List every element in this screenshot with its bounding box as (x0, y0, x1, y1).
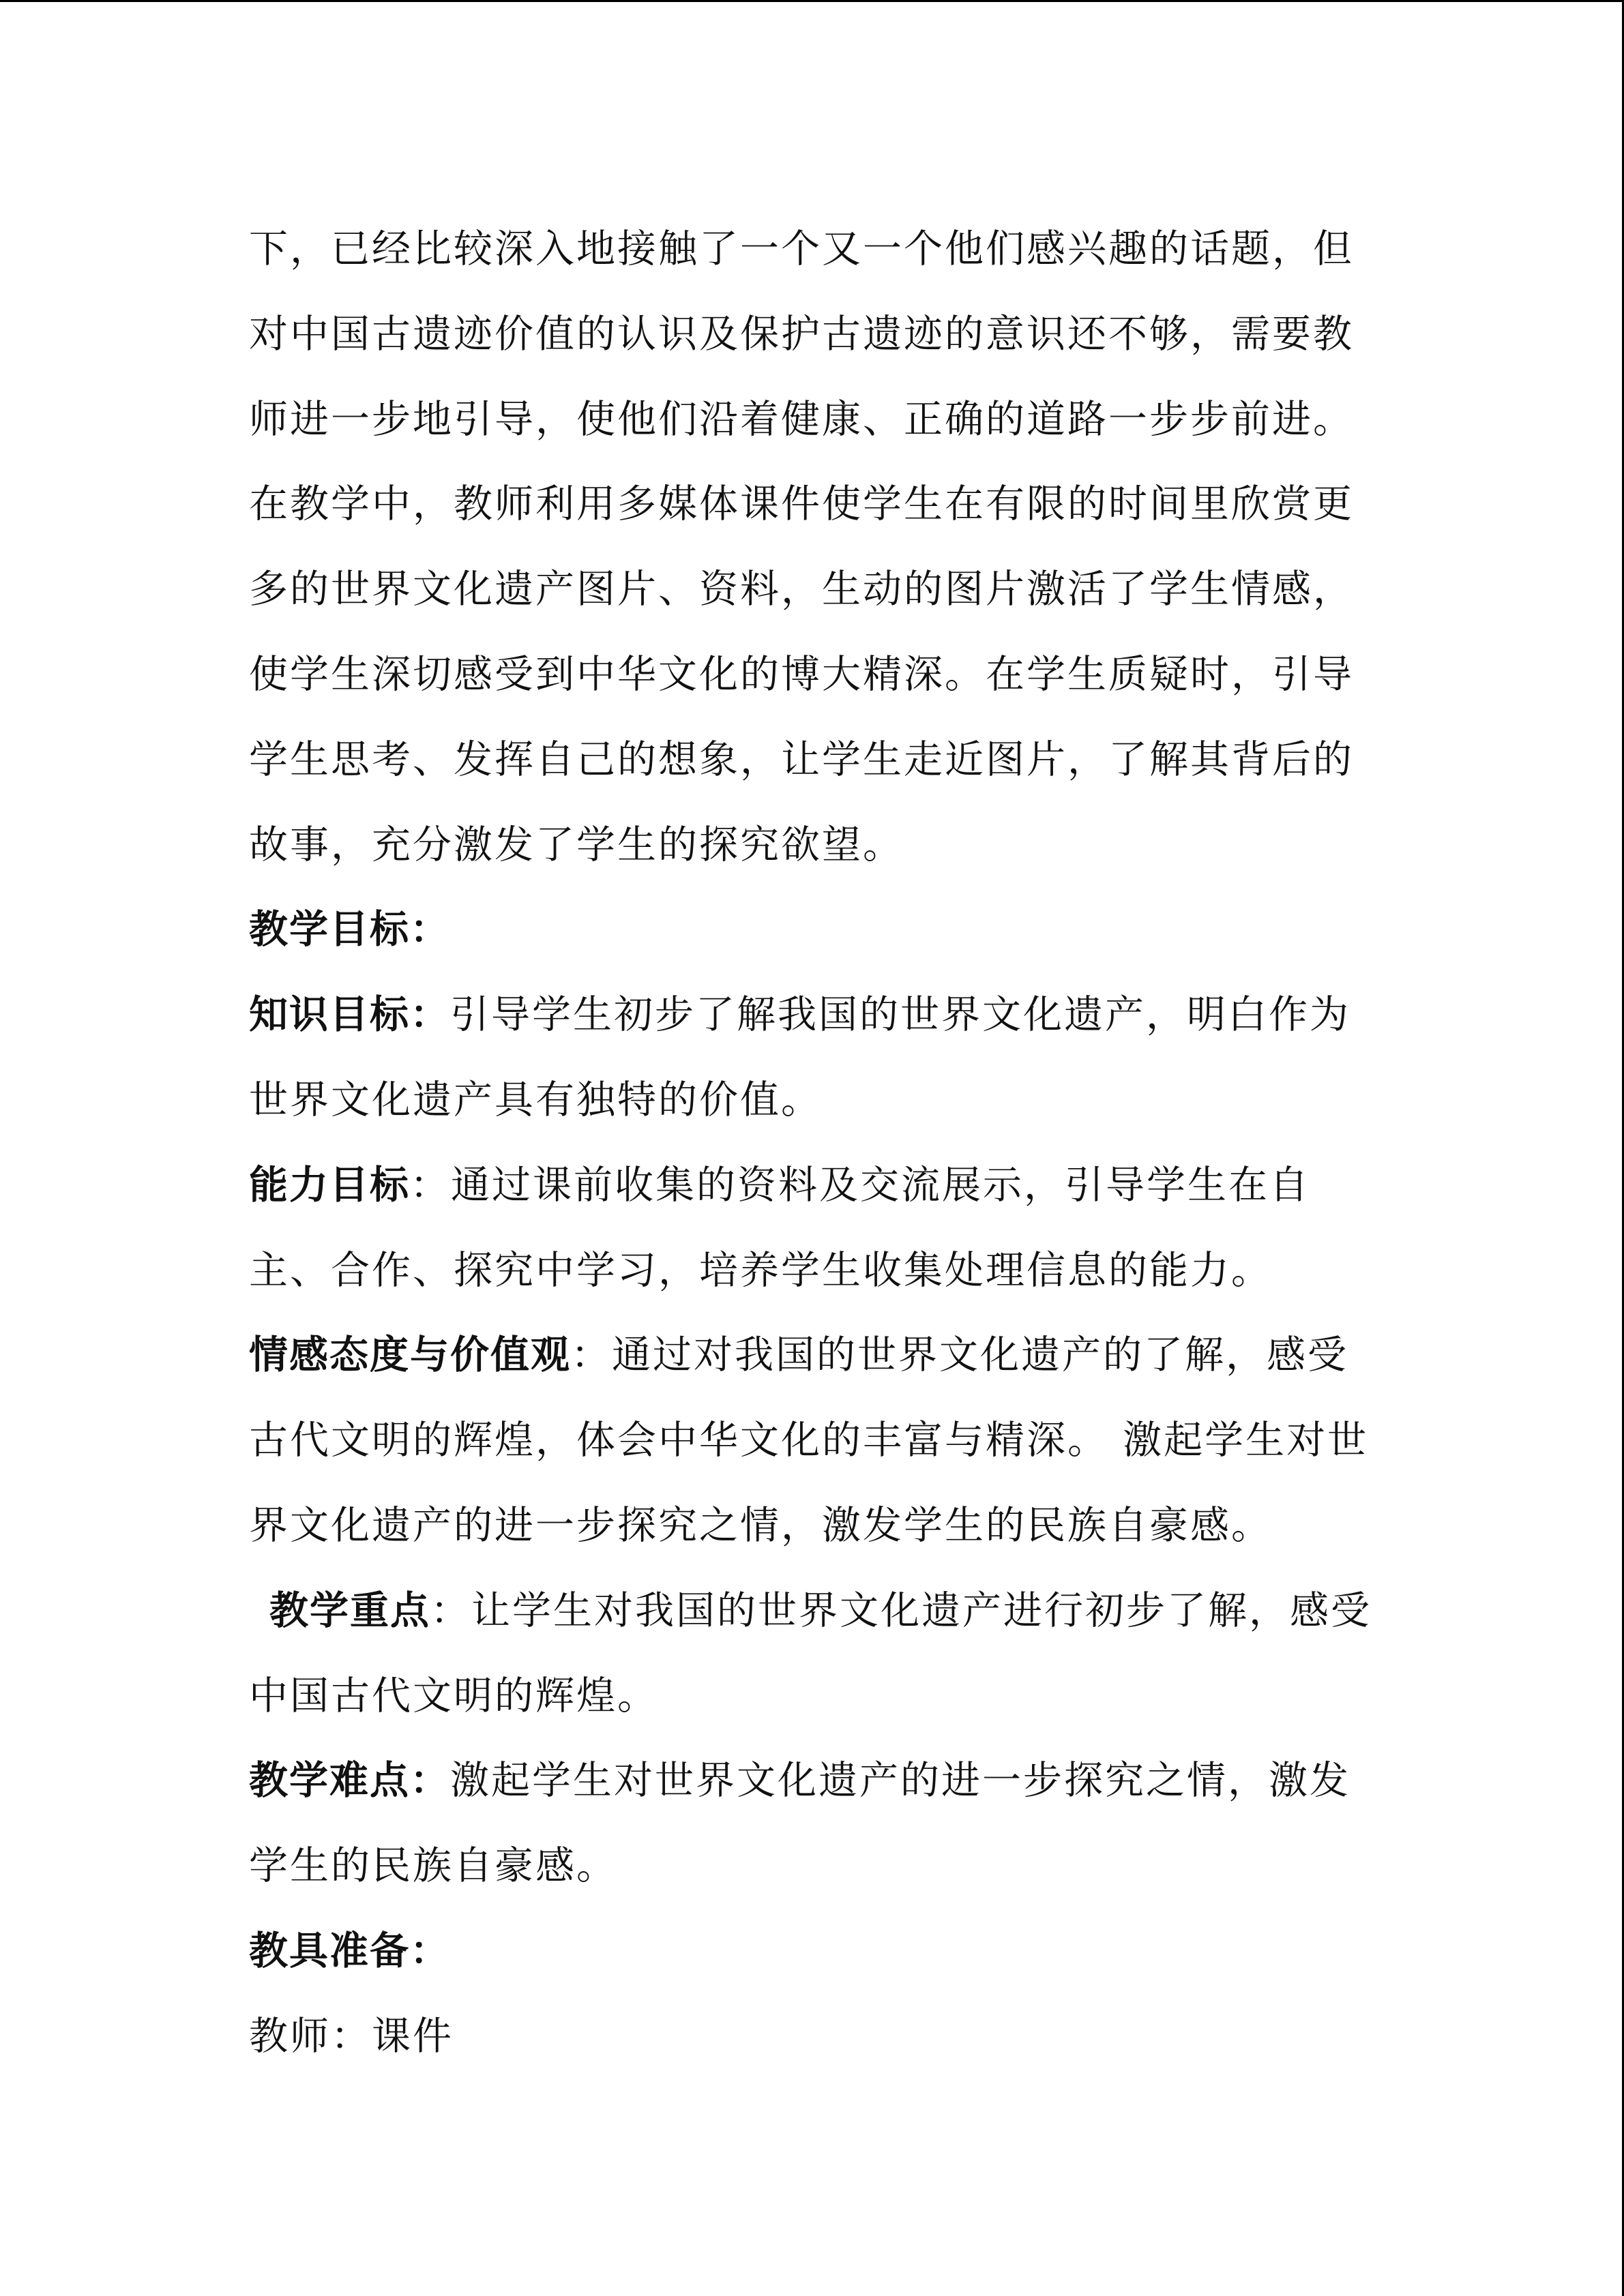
intro-line-6: 使学生深切感受到中华文化的博大精深。在学生质疑时，引导 (249, 651, 1354, 697)
difficult-point-label: 教学难点： (249, 1758, 450, 1804)
ability-goal-text-1: ：通过课前收集的资料及交流展示，引导学生在自 (410, 1162, 1310, 1208)
intro-line-4: 在教学中，教师利用多媒体课件使学生在有限的时间里欣赏更 (249, 481, 1354, 527)
key-point-line-1 (249, 1568, 1408, 1654)
intro-line-1: 下，已经比较深入地接触了一个又一个他们感兴趣的话题，但 (249, 226, 1354, 271)
teaching-goals-heading: 教学目标： (249, 907, 450, 953)
body-text (249, 207, 1408, 2079)
emotion-goal-label: 情感态度与价值观 (249, 1332, 571, 1378)
key-point-label: 教学重点 (269, 1587, 430, 1633)
emotion-goal-line-3: 界文化遗产的进一步探究之情，激发学生的民族自豪感。 (249, 1502, 1272, 1548)
intro-line-2: 对中国古遗迹价值的认识及保护古遗迹的意识还不够，需要教 (249, 311, 1354, 357)
ability-goal-label: 能力目标 (249, 1162, 410, 1208)
intro-line-5: 多的世界文化遗产图片、资料，生动的图片激活了学生情感， (249, 567, 1354, 612)
emotion-goal-text-1: ：通过对我国的世界文化遗产的了解，感受 (571, 1332, 1348, 1378)
ability-goal-line-2: 主、合作、探究中学习，培养学生收集处理信息的能力。 (249, 1247, 1272, 1293)
ability-goal-line-1 (249, 1143, 1408, 1228)
key-point-line-2: 中国古代文明的辉煌。 (249, 1673, 658, 1718)
difficult-point-line-1 (249, 1738, 1408, 1823)
key-point-text-1: ：让学生对我国的世界文化遗产进行初步了解，感受 (430, 1587, 1372, 1633)
knowledge-goal-line-1 (249, 972, 1408, 1058)
knowledge-goal-text-1: 引导学生初步了解我国的世界文化遗产，明白作为 (450, 992, 1350, 1038)
intro-line-3: 师进一步地引导，使他们沿着健康、正确的道路一步步前进。 (249, 396, 1354, 442)
difficult-point-text-1: 激起学生对世界文化遗产的进一步探究之情，激发 (450, 1758, 1350, 1804)
emotion-goal-line-1 (249, 1313, 1408, 1398)
knowledge-goal-label: 知识目标： (249, 992, 450, 1038)
difficult-point-line-2: 学生的民族自豪感。 (249, 1843, 617, 1889)
emotion-goal-line-2: 古代文明的辉煌，体会中华文化的丰富与精深。 激起学生对世 (249, 1418, 1369, 1463)
intro-line-8: 故事，充分激发了学生的探究欲望。 (249, 822, 904, 867)
tools-teacher-line: 教师：课件 (249, 2013, 454, 2059)
knowledge-goal-line-2: 世界文化遗产具有独特的价值。 (249, 1077, 822, 1122)
tools-heading: 教具准备： (249, 1928, 450, 1973)
intro-line-7: 学生思考、发挥自己的想象，让学生走近图片，了解其背后的 (249, 736, 1354, 782)
